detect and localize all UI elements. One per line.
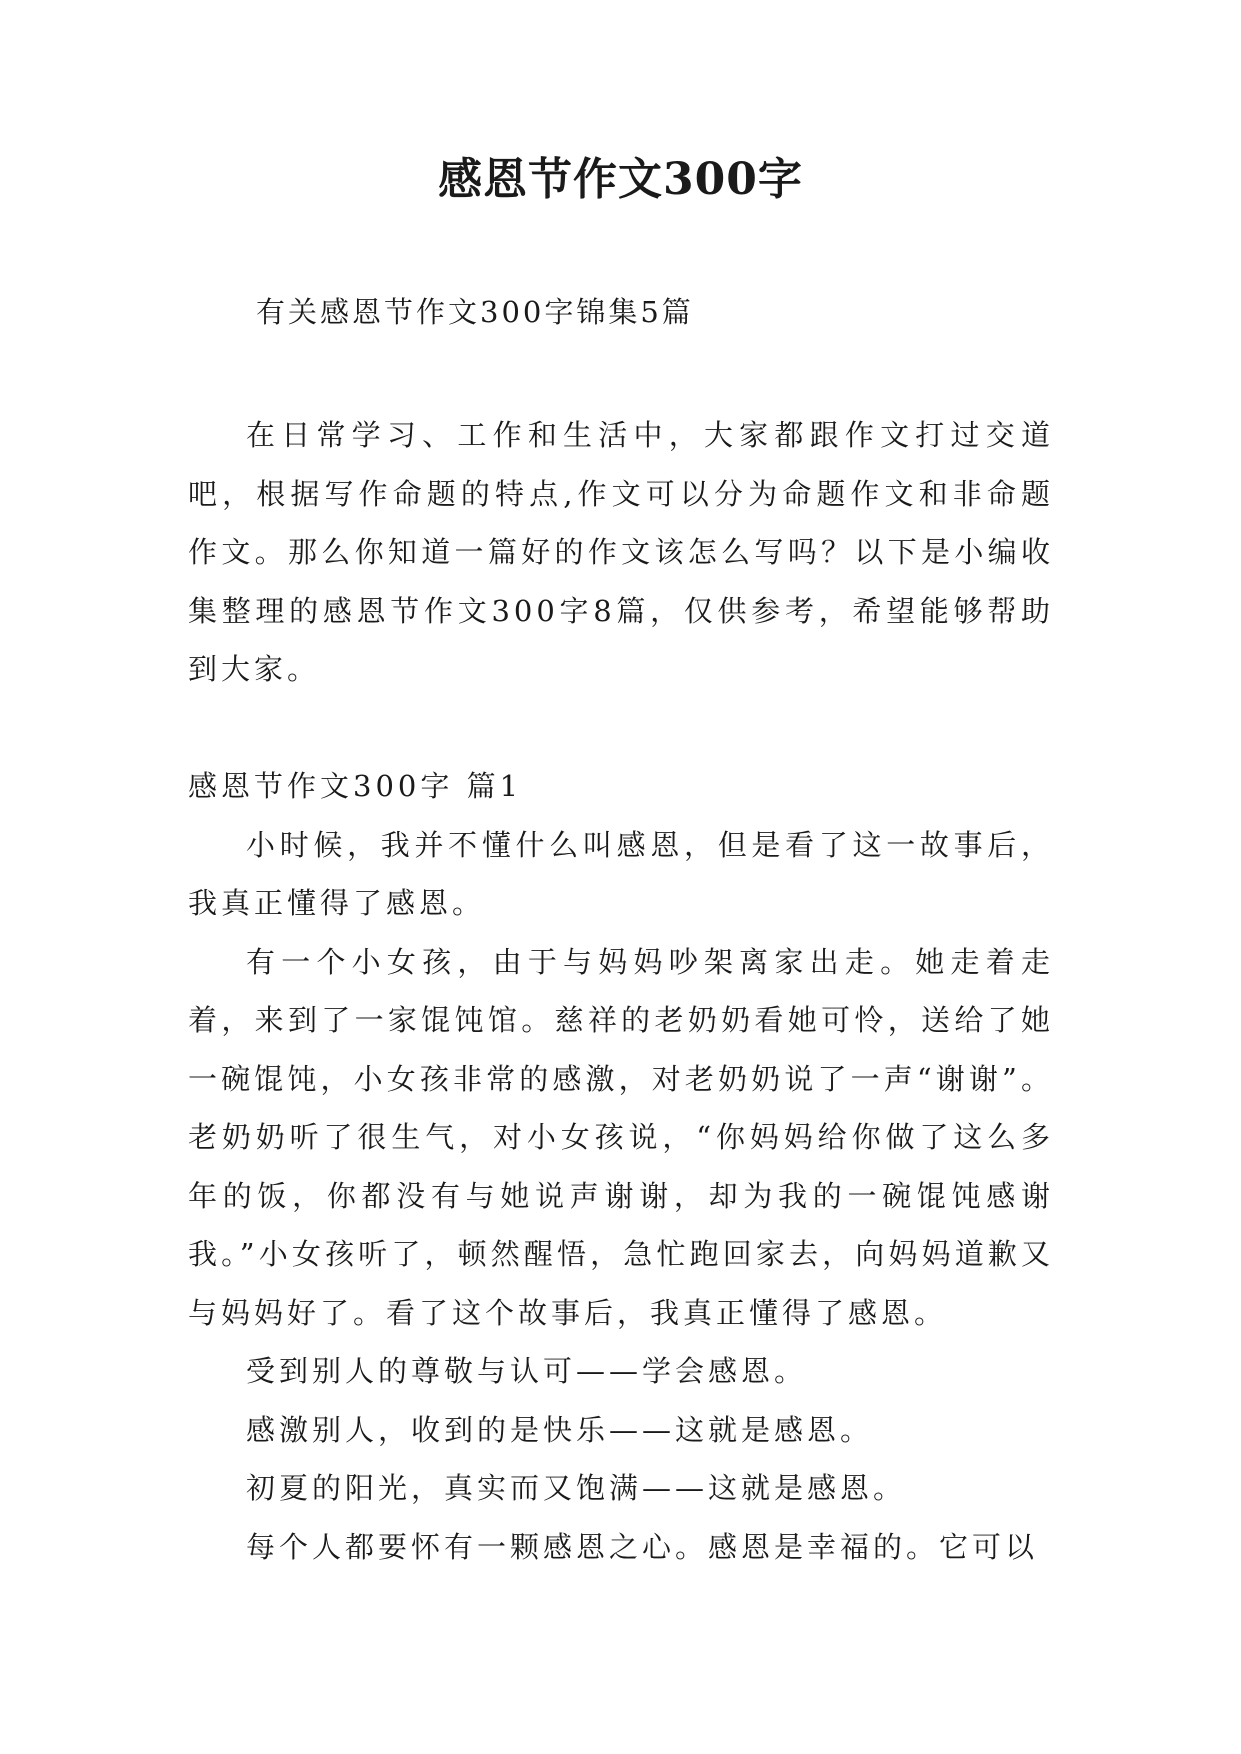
document-body — [188, 406, 1054, 1576]
intro-paragraph: 在日常学习、工作和生活中，大家都跟作文打过交道吧，根据写作命题的特点,作文可以分为命题作文和非命题作文。那么你知道一篇好的作文该怎么写吗？以下是小编收集整理的感恩节作文300字8篇，仅供参考，希望能够帮助到大家。 — [188, 418, 1054, 686]
body-paragraph: 每个人都要怀有一颗感恩之心。感恩是幸福的。它可以 — [246, 1529, 1039, 1564]
body-paragraph: 受到别人的尊敬与认可——学会感恩。 — [246, 1354, 808, 1388]
body-paragraph: 有一个小女孩，由于与妈妈吵架离家出走。她走着走着，来到了一家馄饨馆。慈祥的老奶奶看她可怜，送给了她一碗馄饨，小女孩非常的感激，对老奶奶说了一声“谢谢”。老奶奶听了很生气，对小女孩说，“你妈妈给你做了这么多年的饭，你都没有与她说声谢谢，却为我的一碗馄饨感谢我。”小女孩听了，顿然醒悟，急忙跑回家去，向妈妈道歉又与妈妈好了。看了这个故事后，我真正懂得了感恩。 — [188, 944, 1054, 1330]
document-title: 感恩节作文300字 — [438, 154, 803, 205]
body-paragraph: 初夏的阳光，真实而又饱满——这就是感恩。 — [246, 1471, 907, 1505]
document-subtitle: 有关感恩节作文300字锦集5篇 — [256, 295, 694, 329]
section-heading: 感恩节作文300字 篇1 — [188, 769, 523, 803]
body-paragraph: 小时候，我并不懂什么叫感恩，但是看了这一故事后，我真正懂得了感恩。 — [188, 827, 1054, 920]
paragraph-spacer — [188, 699, 1054, 758]
body-paragraph: 感激别人，收到的是快乐——这就是感恩。 — [246, 1412, 874, 1447]
